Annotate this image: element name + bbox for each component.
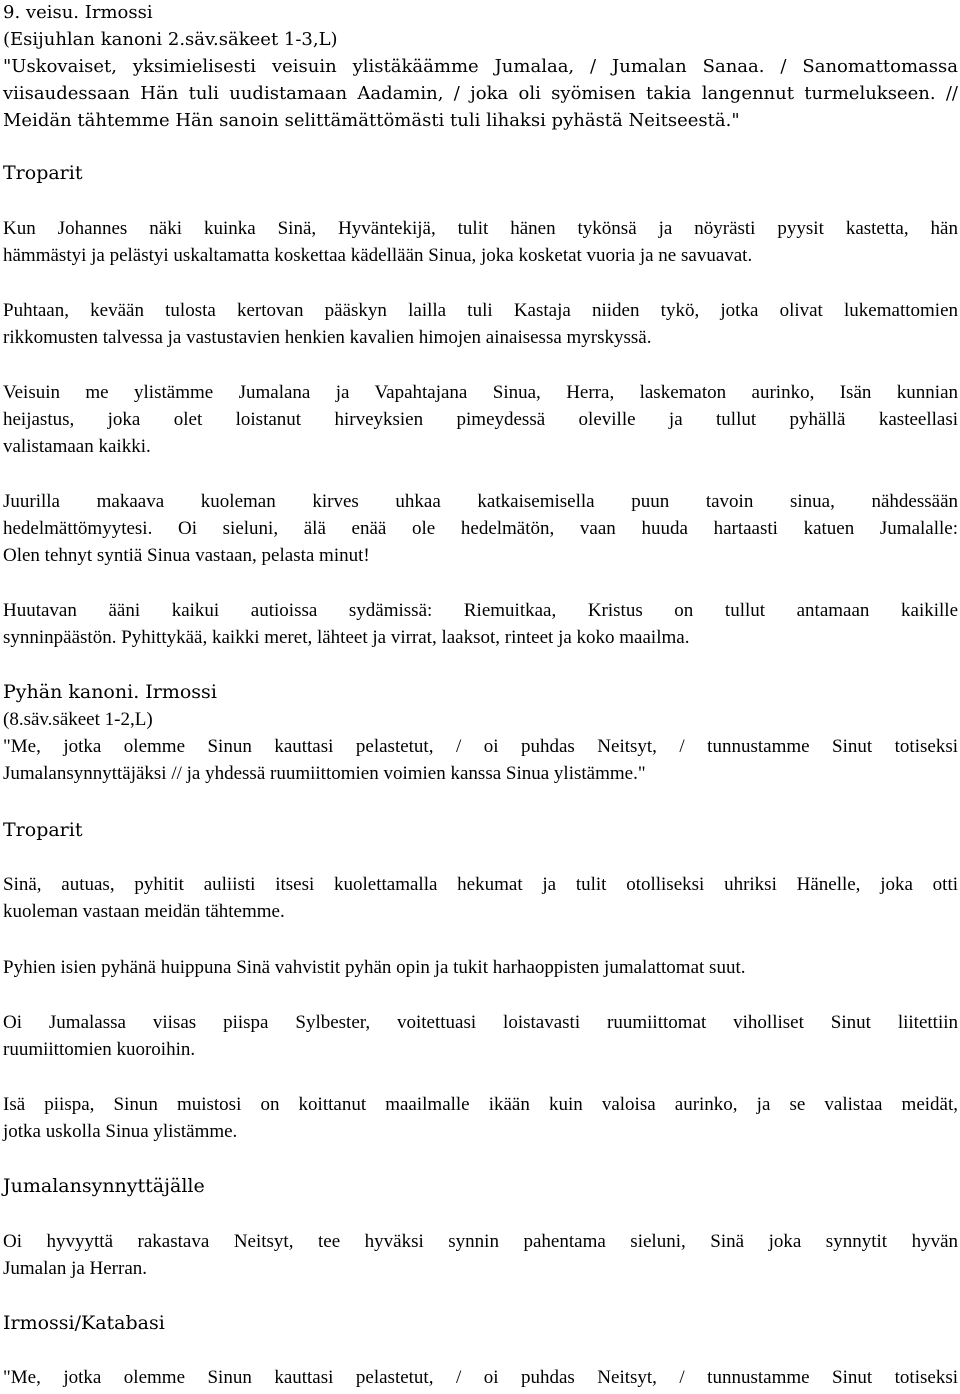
section-heading: Pyhän kanoni. Irmossi	[3, 681, 217, 703]
troparit-paragraph	[3, 597, 958, 651]
troparit-paragraph	[3, 1091, 958, 1145]
paragraph-line: Oi Jumalassa viisas piispa Sylbester, voitettuasi loistavasti ruumiittomat viholliset Sinut liitettiin	[3, 1012, 958, 1033]
paragraph-line: hedelmättömyytesi. Oi sieluni, älä enää ole hedelmätön, vaan huuda hartaasti katuen Jumalalle:	[3, 518, 958, 539]
paragraph-line: Isä piispa, Sinun muistosi on koittanut maailmalle ikään kuin valoisa aurinko, ja se valistaa meidät,	[3, 1094, 958, 1115]
paragraph-line: Oi hyvyyttä rakastava Neitsyt, tee hyväksi synnin pahentama sieluni, Sinä joka synnytit hyvän	[3, 1231, 958, 1252]
theotokion-heading: Jumalansynnyttäjälle	[3, 1175, 205, 1197]
paragraph-line: rikkomusten talvessa ja vastustavien henkien kavalien himojen ainaisessa myrskyssä.	[3, 327, 652, 348]
hymn-line: "Me, jotka olemme Sinun kauttasi pelastetut, / oi puhdas Neitsyt, / tunnustamme Sinut totiseksi	[3, 736, 958, 757]
katabasi-paragraph	[3, 1364, 958, 1391]
troparit-paragraph	[3, 297, 958, 351]
paragraph-line: Sinä, autuas, pyhitit auliisti itsesi kuolettamalla hekumat ja tulit otolliseksi uhriksi Hänelle, joka otti	[3, 874, 958, 895]
paragraph-line: synninpäästön. Pyhittykää, kaikki meret, lähteet ja virrat, laaksot, rinteet ja koko maailma.	[3, 627, 690, 648]
paragraph-line: ruumiittomien kuoroihin.	[3, 1039, 196, 1060]
paragraph-line: Veisuin me ylistämme Jumalana ja Vapahtajana Sinua, Herra, laskematon aurinko, Isän kunnian	[3, 382, 958, 403]
paragraph-line: kuoleman vastaan meidän tähtemme.	[3, 901, 285, 922]
section-subheading: (Esijuhlan kanoni 2.säv.säkeet 1-3,L)	[3, 29, 338, 50]
paragraph-line: Olen tehnyt syntiä Sinua vastaan, pelasta minut!	[3, 545, 370, 566]
paragraph-line: valistamaan kaikki.	[3, 436, 151, 457]
theotokion-paragraph	[3, 1228, 958, 1282]
troparit-paragraph	[3, 871, 958, 925]
hymn-line: "Me, jotka olemme Sinun kauttasi pelastetut, / oi puhdas Neitsyt, / tunnustamme Sinut totiseksi	[3, 1367, 958, 1388]
paragraph-line: Pyhien isien pyhänä huippuna Sinä vahvistit pyhän opin ja tukit harhaoppisten jumalattomat suut.	[3, 957, 746, 978]
irmos-section	[3, 706, 958, 787]
section-heading: 9. veisu. Irmossi	[3, 2, 153, 23]
troparit-paragraph	[3, 215, 958, 269]
paragraph-line: Jumalan ja Herran.	[3, 1258, 148, 1279]
paragraph-line: Juurilla makaava kuoleman kirves uhkaa katkaisemisella puun tavoin sinua, nähdessään	[3, 491, 958, 512]
paragraph-line: Huutavan ääni kaikui autioissa sydämissä: Riemuitkaa, Kristus on tullut antamaan kaikille	[3, 600, 958, 621]
troparit-paragraph	[3, 954, 958, 981]
paragraph-line: jotka uskolla Sinua ylistämme.	[3, 1121, 238, 1142]
paragraph-line: hämmästyi ja pelästyi uskaltamatta koskettaa kädellään Sinua, joka kosketat vuoria ja ne savuavat.	[3, 245, 753, 266]
paragraph-line: Puhtaan, kevään tulosta kertovan pääskyn lailla tuli Kastaja niiden tykö, jotka olivat lukemattomien	[3, 300, 958, 321]
irmos-section	[3, 0, 958, 134]
katabasi-heading: Irmossi/Katabasi	[3, 1312, 165, 1334]
troparit-paragraph	[3, 379, 958, 460]
hymn-line: Meidän tähtemme Hän sanoin selittämättömästi tuli lihaksi pyhästä Neitseestä."	[3, 110, 740, 131]
hymn-line: viisaudessaan Hän tuli uudistamaan Aadamin, / joka oli syömisen takia langennut turmelukseen. //	[3, 83, 958, 104]
paragraph-line: Kun Johannes näki kuinka Sinä, Hyväntekijä, tulit hänen tykönsä ja nöyrästi pyysit kastetta, hän	[3, 218, 958, 239]
troparit-heading: Troparit	[3, 819, 83, 841]
hymn-line: Jumalansynnyttäjäksi // ja yhdessä ruumiittomien voimien kanssa Sinua ylistämme."	[3, 763, 646, 784]
hymn-line: "Uskovaiset, yksimielisesti veisuin ylistäkäämme Jumalaa, / Jumalan Sanaa. / Sanomattomassa	[3, 56, 958, 77]
paragraph-line: heijastus, joka olet loistanut hirveyksien pimeydessä oleville ja tullut pyhällä kasteellasi	[3, 409, 958, 430]
troparit-paragraph	[3, 1009, 958, 1063]
troparit-paragraph	[3, 488, 958, 569]
section-subheading: (8.säv.säkeet 1-2,L)	[3, 709, 153, 730]
troparit-heading: Troparit	[3, 162, 83, 184]
